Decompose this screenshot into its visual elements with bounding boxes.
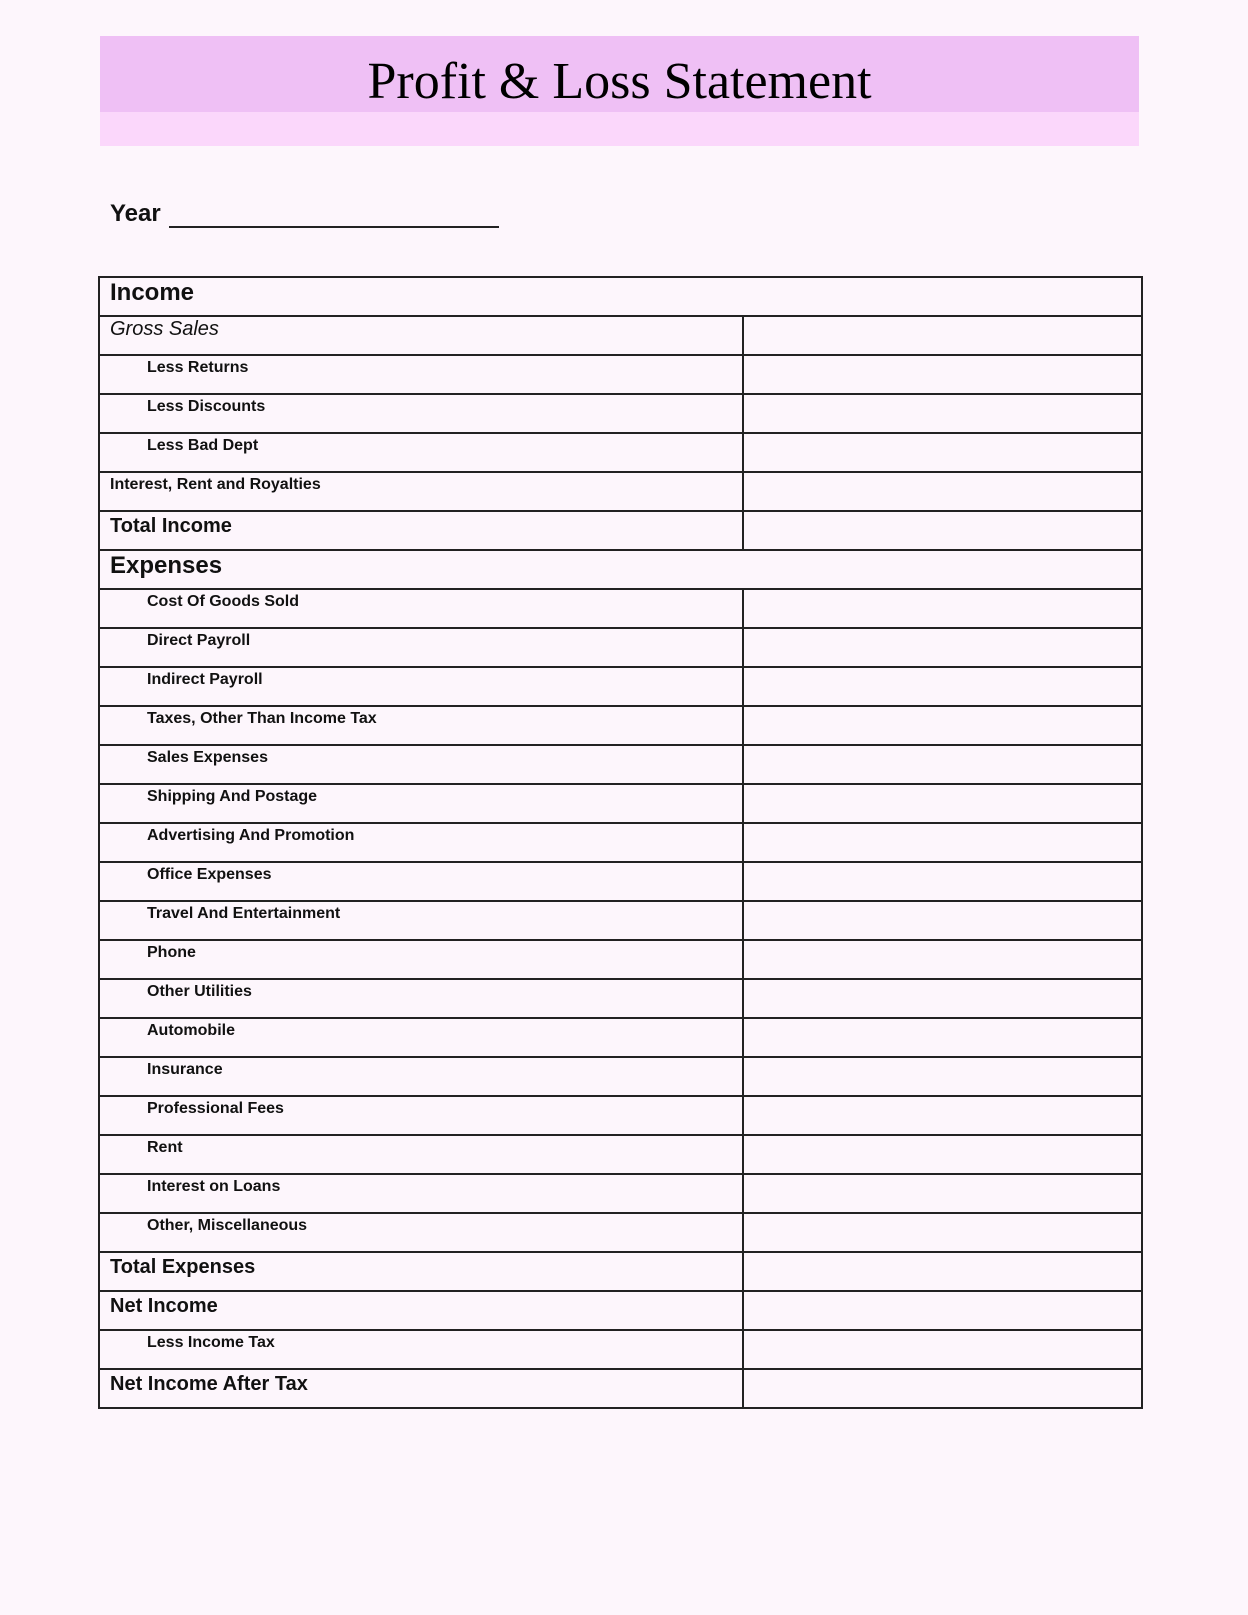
row-label-less-discounts: Less Discounts bbox=[147, 398, 266, 415]
row-label-cell bbox=[100, 1331, 744, 1368]
row-label-advertising-and-promotion: Advertising And Promotion bbox=[147, 827, 355, 844]
table-row bbox=[100, 668, 1141, 707]
row-label-cell bbox=[100, 863, 744, 900]
year-label: Year bbox=[110, 200, 161, 227]
page-title: Profit & Loss Statement bbox=[367, 53, 872, 110]
row-label-automobile: Automobile bbox=[147, 1022, 235, 1039]
amount-cell-indirect-payroll[interactable] bbox=[744, 668, 1141, 705]
table-row bbox=[100, 746, 1141, 785]
amount-cell-total-expenses[interactable] bbox=[744, 1253, 1141, 1290]
row-label-indirect-payroll: Indirect Payroll bbox=[147, 671, 263, 688]
row-label-other-utilities: Other Utilities bbox=[147, 983, 252, 1000]
amount-cell-net-income[interactable] bbox=[744, 1292, 1141, 1329]
section-heading: Income bbox=[110, 279, 195, 306]
row-label-cell bbox=[100, 1292, 744, 1329]
row-label-cell bbox=[100, 1097, 744, 1134]
amount-cell-less-bad-dept[interactable] bbox=[744, 434, 1141, 471]
table-row bbox=[100, 941, 1141, 980]
amount-cell-phone[interactable] bbox=[744, 941, 1141, 978]
table-row bbox=[100, 1292, 1141, 1331]
title-banner bbox=[100, 36, 1139, 146]
row-label-taxes-other-than-income-tax: Taxes, Other Than Income Tax bbox=[147, 710, 377, 727]
section-heading: Expenses bbox=[110, 552, 223, 579]
table-row bbox=[100, 317, 1141, 356]
amount-cell-net-income-after-tax[interactable] bbox=[744, 1370, 1141, 1407]
row-label-cell bbox=[100, 746, 744, 783]
section-heading-row bbox=[100, 551, 1141, 590]
amount-cell-interest-on-loans[interactable] bbox=[744, 1175, 1141, 1212]
amount-cell-rent[interactable] bbox=[744, 1136, 1141, 1173]
row-label-direct-payroll: Direct Payroll bbox=[147, 632, 251, 649]
table-row bbox=[100, 1058, 1141, 1097]
table-row bbox=[100, 902, 1141, 941]
amount-cell-direct-payroll[interactable] bbox=[744, 629, 1141, 666]
row-label-cell bbox=[100, 1175, 744, 1212]
row-label-gross-sales: Gross Sales bbox=[110, 318, 219, 340]
row-label-less-bad-dept: Less Bad Dept bbox=[147, 437, 259, 454]
row-label-cell bbox=[100, 395, 744, 432]
table-row bbox=[100, 1370, 1141, 1409]
amount-cell-taxes-other-than-income-tax[interactable] bbox=[744, 707, 1141, 744]
table-row bbox=[100, 1097, 1141, 1136]
row-label-total-income: Total Income bbox=[110, 515, 232, 537]
row-label-interest-on-loans: Interest on Loans bbox=[147, 1178, 281, 1195]
table-row bbox=[100, 590, 1141, 629]
amount-cell-automobile[interactable] bbox=[744, 1019, 1141, 1056]
row-label-shipping-and-postage: Shipping And Postage bbox=[147, 788, 318, 805]
row-label-cell bbox=[100, 707, 744, 744]
banner-bottom-band bbox=[100, 112, 1139, 146]
amount-cell-other-utilities[interactable] bbox=[744, 980, 1141, 1017]
amount-cell-insurance[interactable] bbox=[744, 1058, 1141, 1095]
year-blank-line[interactable] bbox=[169, 202, 499, 228]
section-heading-cell bbox=[100, 551, 1141, 588]
row-label-cell bbox=[100, 980, 744, 1017]
row-label-rent: Rent bbox=[147, 1139, 183, 1156]
amount-cell-total-income[interactable] bbox=[744, 512, 1141, 549]
table-row bbox=[100, 434, 1141, 473]
table-row bbox=[100, 629, 1141, 668]
amount-cell-less-discounts[interactable] bbox=[744, 395, 1141, 432]
section-heading-row bbox=[100, 278, 1141, 317]
row-label-other-miscellaneous: Other, Miscellaneous bbox=[147, 1217, 308, 1234]
row-label-total-expenses: Total Expenses bbox=[110, 1256, 256, 1278]
row-label-travel-and-entertainment: Travel And Entertainment bbox=[147, 905, 341, 922]
section-heading-cell bbox=[100, 278, 1141, 315]
row-label-professional-fees: Professional Fees bbox=[147, 1100, 284, 1117]
table-row bbox=[100, 707, 1141, 746]
row-label-interest-rent-and-royalties: Interest, Rent and Royalties bbox=[110, 476, 321, 493]
amount-cell-office-expenses[interactable] bbox=[744, 863, 1141, 900]
table-row bbox=[100, 1175, 1141, 1214]
amount-cell-less-income-tax[interactable] bbox=[744, 1331, 1141, 1368]
table-row bbox=[100, 1331, 1141, 1370]
table-row bbox=[100, 980, 1141, 1019]
amount-cell-other-miscellaneous[interactable] bbox=[744, 1214, 1141, 1251]
row-label-sales-expenses: Sales Expenses bbox=[147, 749, 268, 766]
row-label-insurance: Insurance bbox=[147, 1061, 223, 1078]
row-label-cost-of-goods-sold: Cost Of Goods Sold bbox=[147, 593, 299, 610]
row-label-less-income-tax: Less Income Tax bbox=[147, 1334, 275, 1351]
row-label-office-expenses: Office Expenses bbox=[147, 866, 272, 883]
table-row bbox=[100, 1214, 1141, 1253]
table-row bbox=[100, 1253, 1141, 1292]
row-label-cell bbox=[100, 785, 744, 822]
amount-cell-cost-of-goods-sold[interactable] bbox=[744, 590, 1141, 627]
row-label-cell bbox=[100, 629, 744, 666]
table-row bbox=[100, 1136, 1141, 1175]
table-row bbox=[100, 512, 1141, 551]
row-label-cell bbox=[100, 434, 744, 471]
row-label-cell bbox=[100, 356, 744, 393]
row-label-less-returns: Less Returns bbox=[147, 359, 249, 376]
table-row bbox=[100, 1019, 1141, 1058]
row-label-cell bbox=[100, 317, 744, 354]
table-row bbox=[100, 356, 1141, 395]
year-field bbox=[110, 200, 499, 228]
row-label-cell bbox=[100, 512, 744, 549]
amount-cell-advertising-and-promotion[interactable] bbox=[744, 824, 1141, 861]
row-label-cell bbox=[100, 1058, 744, 1095]
table-row bbox=[100, 863, 1141, 902]
row-label-cell bbox=[100, 902, 744, 939]
row-label-net-income: Net Income bbox=[110, 1295, 218, 1317]
row-label-cell bbox=[100, 824, 744, 861]
row-label-cell bbox=[100, 1136, 744, 1173]
amount-cell-less-returns[interactable] bbox=[744, 356, 1141, 393]
amount-cell-interest-rent-and-royalties[interactable] bbox=[744, 473, 1141, 510]
amount-cell-gross-sales[interactable] bbox=[744, 317, 1141, 354]
amount-cell-sales-expenses[interactable] bbox=[744, 746, 1141, 783]
table-row bbox=[100, 824, 1141, 863]
statement-table bbox=[98, 276, 1143, 1409]
table-row bbox=[100, 473, 1141, 512]
amount-cell-travel-and-entertainment[interactable] bbox=[744, 902, 1141, 939]
row-label-cell bbox=[100, 1370, 744, 1407]
row-label-cell bbox=[100, 1253, 744, 1290]
row-label-cell bbox=[100, 590, 744, 627]
table-row bbox=[100, 785, 1141, 824]
amount-cell-professional-fees[interactable] bbox=[744, 1097, 1141, 1134]
amount-cell-shipping-and-postage[interactable] bbox=[744, 785, 1141, 822]
row-label-cell bbox=[100, 941, 744, 978]
row-label-cell bbox=[100, 1019, 744, 1056]
row-label-net-income-after-tax: Net Income After Tax bbox=[110, 1373, 308, 1395]
row-label-cell bbox=[100, 1214, 744, 1251]
row-label-cell bbox=[100, 668, 744, 705]
row-label-cell bbox=[100, 473, 744, 510]
row-label-phone: Phone bbox=[147, 944, 196, 961]
table-row bbox=[100, 395, 1141, 434]
